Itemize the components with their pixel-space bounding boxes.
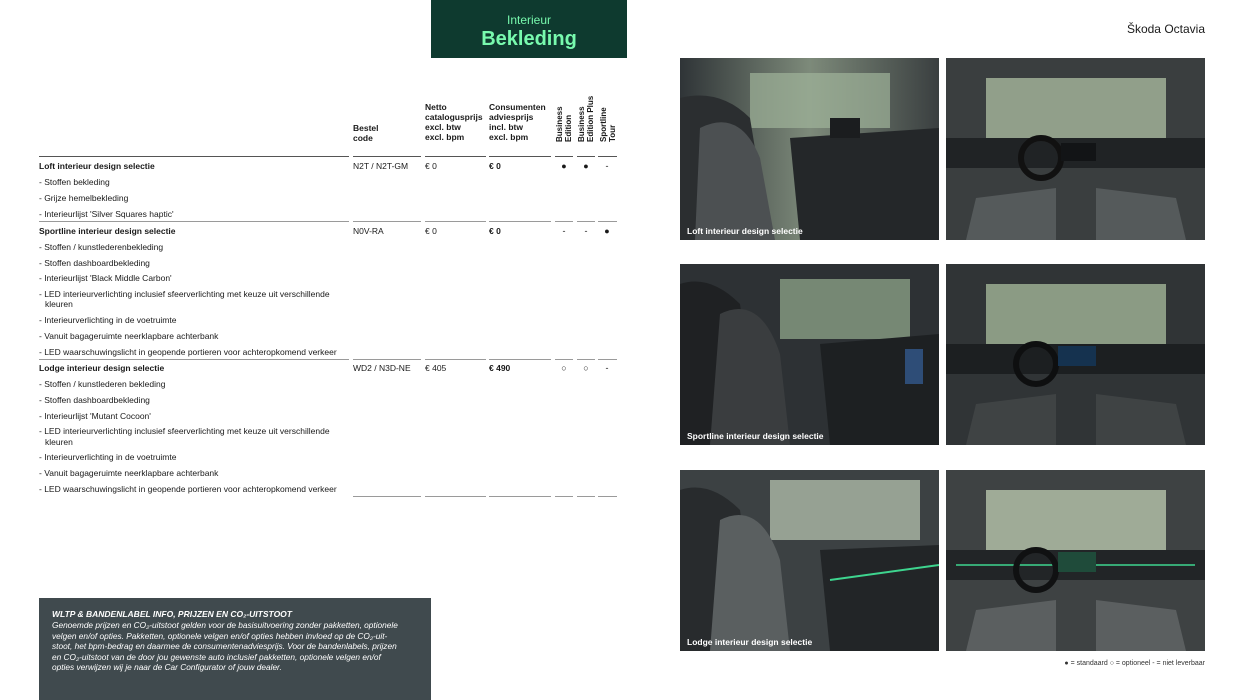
- car-interior-icon: [680, 264, 939, 445]
- header-netto-price: Netto catalogusprijs excl. btw excl. bpm: [425, 102, 483, 142]
- row-lodge-business: ○: [561, 363, 567, 373]
- feature-item: - LED waarschuwingslicht in geopende portieren voor achteropkomend verkeer: [39, 484, 337, 494]
- feature-item: - Stoffen dashboardbekleding: [39, 395, 150, 405]
- divider: [555, 359, 573, 360]
- row-lodge-name: Lodge interieur design selectie: [39, 363, 165, 373]
- row-loft-business: ●: [561, 161, 567, 171]
- row-sportline-consumer: € 0: [489, 226, 501, 236]
- divider: [425, 359, 486, 360]
- feature-item: kleuren: [45, 437, 73, 447]
- divider: [489, 156, 551, 157]
- row-lodge-business-plus: ○: [583, 363, 589, 373]
- photo-lodge-side: [680, 470, 939, 651]
- row-sportline-name: Sportline interieur design selectie: [39, 226, 176, 236]
- info-line: Genoemde prijzen en CO₂-uitstoot gelden voor de basisuitvoering zonder pakketten, optionele: [52, 620, 398, 630]
- header-business-edition-plus: Business Edition Plus: [577, 95, 595, 142]
- divider: [39, 221, 349, 222]
- dashboard-icon: [946, 264, 1205, 445]
- row-sportline-netto: € 0: [425, 226, 437, 236]
- row-loft-consumer: € 0: [489, 161, 501, 171]
- info-title: WLTP & BANDENLABEL INFO, PRIJZEN EN CO₂-UITSTOOT: [52, 609, 292, 619]
- row-sportline-sportline: ●: [604, 226, 610, 236]
- feature-item: - LED waarschuwingslicht in geopende portieren voor achteropkomend verkeer: [39, 347, 337, 357]
- info-line: opties verwijzen wij je naar de Car Configurator of jouw dealer.: [52, 662, 282, 673]
- header-business-edition: Business Edition: [555, 106, 573, 142]
- info-line: velgen en/of opties. Pakketten, optionele velgen en/of opties hebben invloed op de CO₂-uit-: [52, 630, 388, 641]
- divider: [353, 359, 421, 360]
- divider: [555, 156, 573, 157]
- header-consumer-price: Consumenten adviesprijs incl. btw excl. bpm: [489, 102, 546, 142]
- divider: [577, 359, 595, 360]
- photo-lodge-front: [946, 470, 1205, 651]
- feature-item: - LED interieurverlichting inclusief sfeerverlichting met keuze uit verschillende: [39, 289, 330, 299]
- divider: [353, 221, 421, 222]
- feature-item: - Interieurlijst 'Black Middle Carbon': [39, 273, 172, 283]
- divider: [489, 359, 551, 360]
- divider: [353, 156, 421, 157]
- brand-model: Škoda Octavia: [1126, 22, 1205, 36]
- wltp-info-box: [39, 598, 431, 700]
- row-sportline-business: -: [562, 226, 566, 236]
- feature-item: - Vanuit bagageruimte neerklapbare achterbank: [39, 331, 219, 341]
- car-interior-icon: [680, 58, 939, 240]
- row-loft-netto: € 0: [425, 161, 437, 171]
- divider: [598, 359, 617, 360]
- row-loft-name: Loft interieur design selectie: [39, 161, 155, 171]
- divider: [425, 221, 486, 222]
- row-lodge-consumer: € 490: [489, 363, 511, 373]
- divider: [425, 496, 486, 497]
- feature-item: - Grijze hemelbekleding: [39, 193, 129, 203]
- photo-loft-front: [946, 58, 1205, 240]
- photo-sportline-side: [680, 264, 939, 445]
- divider: [555, 221, 573, 222]
- divider: [425, 156, 486, 157]
- row-sportline-business-plus: -: [584, 226, 588, 236]
- row-lodge-netto: € 405: [425, 363, 447, 373]
- divider: [577, 221, 595, 222]
- row-loft-code: N2T / N2T-GM: [353, 161, 409, 171]
- photo-caption-sportline: Sportline interieur design selectie: [687, 431, 824, 441]
- car-interior-icon: [680, 470, 939, 651]
- dashboard-icon: [946, 470, 1205, 651]
- feature-item: - Interieurlijst 'Silver Squares haptic': [39, 209, 174, 219]
- divider: [555, 496, 573, 497]
- header-order-code: Bestel code: [353, 123, 379, 143]
- row-lodge-code: WD2 / N3D-NE: [353, 363, 411, 373]
- photo-caption-loft: Loft interieur design selectie: [687, 226, 803, 236]
- feature-item: - Vanuit bagageruimte neerklapbare achterbank: [39, 468, 219, 478]
- feature-item: kleuren: [45, 299, 73, 309]
- divider: [39, 359, 349, 360]
- divider: [353, 496, 421, 497]
- feature-item: - Stoffen bekleding: [39, 177, 110, 187]
- feature-item: - Interieurverlichting in de voetruimte: [39, 315, 177, 325]
- photo-caption-lodge: Lodge interieur design selectie: [687, 637, 813, 647]
- page-title: Bekleding: [481, 28, 577, 50]
- divider: [577, 156, 595, 157]
- header-sportline-tour: Sportline Tour: [599, 107, 617, 142]
- divider: [39, 156, 349, 157]
- feature-item: - Stoffen / kunstlederenbekleding: [39, 242, 164, 252]
- row-loft-business-plus: ●: [583, 161, 589, 171]
- divider: [577, 496, 595, 497]
- feature-item: - Stoffen / kunstlederen bekleding: [39, 379, 166, 389]
- divider: [598, 221, 617, 222]
- feature-item: - Stoffen dashboardbekleding: [39, 258, 150, 268]
- page-subtitle: Interieur: [506, 13, 552, 27]
- page-title-banner: [431, 0, 627, 58]
- photo-sportline-front: [946, 264, 1205, 445]
- row-loft-sportline: -: [605, 161, 609, 171]
- feature-item: - Interieurlijst 'Mutant Cocoon': [39, 411, 151, 421]
- photo-loft-side: [680, 58, 939, 240]
- info-line: stoot, het bpm-bedrag en daarmee de consumentenadviesprijs. Voor de bandenlabels, prijzen: [52, 641, 397, 652]
- divider: [598, 496, 617, 497]
- feature-item: - LED interieurverlichting inclusief sfeerverlichting met keuze uit verschillende: [39, 426, 330, 436]
- symbol-legend: ● = standaard ○ = optioneel - = niet leverbaar: [1064, 660, 1205, 667]
- feature-item: - Interieurverlichting in de voetruimte: [39, 452, 177, 462]
- divider: [489, 496, 551, 497]
- divider: [598, 156, 617, 157]
- dashboard-icon: [946, 58, 1205, 240]
- divider: [489, 221, 551, 222]
- info-line: en CO₂-uitstoot van de door jou gewenste auto inclusief pakketten, optionele velgen en/of: [52, 651, 381, 662]
- row-lodge-sportline: -: [605, 363, 609, 373]
- row-sportline-code: N0V-RA: [353, 226, 384, 236]
